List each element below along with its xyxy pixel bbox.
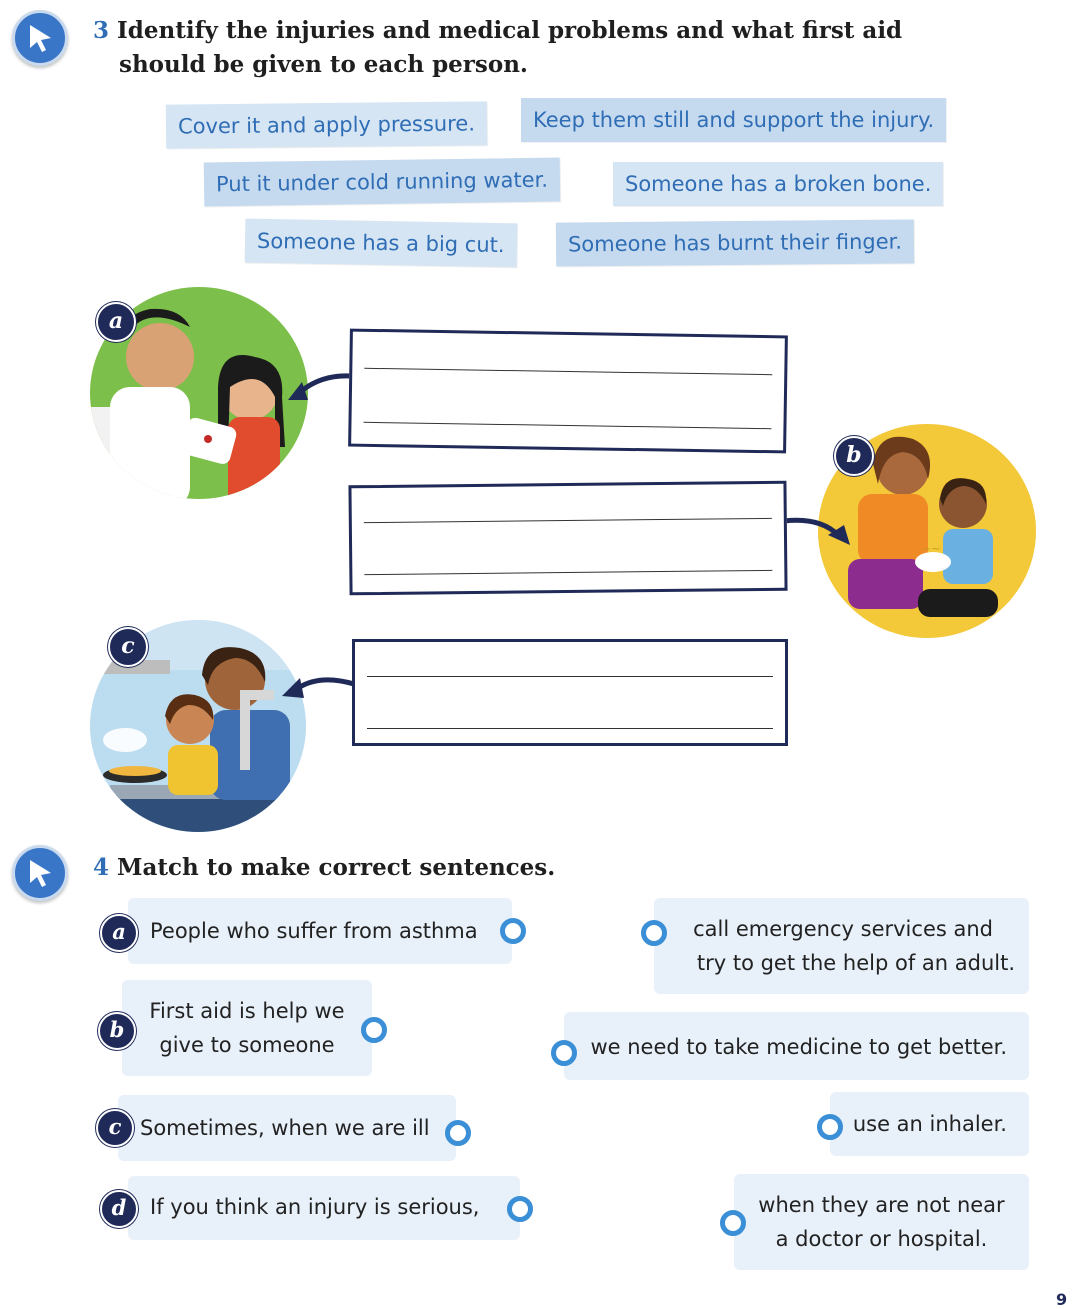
match-letter: a [100, 914, 138, 952]
question-number: 3 [93, 17, 110, 44]
match-dot[interactable] [507, 1196, 533, 1222]
match-left-d[interactable] [128, 1176, 520, 1240]
match-right-1[interactable] [654, 898, 1029, 994]
word-chip[interactable]: Someone has a big cut. [245, 219, 517, 268]
word-chip[interactable]: Someone has a broken bone. [613, 162, 943, 206]
match-dot[interactable] [361, 1017, 387, 1043]
word-chip[interactable]: Put it under cold running water. [204, 158, 561, 207]
answer-line[interactable] [367, 676, 773, 677]
question-3-line1: Identify the injuries and medical problems and what first aid [117, 17, 903, 44]
match-dot[interactable] [641, 920, 667, 946]
answer-box-b[interactable] [348, 481, 787, 596]
word-chip[interactable]: Cover it and apply pressure. [166, 101, 487, 148]
cursor-icon[interactable] [12, 10, 68, 66]
match-dot[interactable] [720, 1210, 746, 1236]
match-dot[interactable] [551, 1040, 577, 1066]
answer-line[interactable] [364, 368, 772, 375]
match-text: when they are not near [758, 1193, 1005, 1217]
match-left-c[interactable] [118, 1095, 456, 1161]
match-text: use an inhaler. [852, 1112, 1007, 1136]
svg-text:~~: ~~ [922, 542, 941, 555]
match-text: give to someone [159, 1033, 335, 1057]
match-text: First aid is help we [149, 999, 345, 1023]
match-dot[interactable] [500, 918, 526, 944]
match-dot[interactable] [817, 1114, 843, 1140]
match-letter: d [100, 1190, 138, 1228]
match-text: a doctor or hospital. [775, 1227, 988, 1251]
scene-a-label: a [96, 302, 136, 342]
match-text: call emergency services and [693, 917, 993, 941]
question-4-text: Match to make correct sentences. [117, 854, 556, 881]
match-left-a[interactable] [128, 898, 512, 964]
answer-box-a[interactable] [348, 329, 788, 454]
match-right-3[interactable] [830, 1092, 1029, 1156]
answer-line[interactable] [367, 728, 773, 729]
arrow-b-icon [780, 505, 856, 555]
match-text: we need to take medicine to get better. [590, 1035, 1007, 1059]
cursor-icon[interactable] [12, 845, 68, 901]
arrow-c-icon [276, 666, 360, 706]
match-text: Sometimes, when we are ill [140, 1116, 430, 1140]
match-text: People who suffer from asthma [150, 919, 478, 943]
match-letter: b [98, 1012, 136, 1050]
question-number: 4 [93, 854, 110, 881]
match-text: If you think an injury is serious, [150, 1195, 480, 1219]
match-text: try to get the help of an adult. [696, 951, 1015, 975]
question-3-line2: should be given to each person. [119, 51, 528, 78]
answer-box-c[interactable] [352, 639, 788, 746]
match-right-2[interactable] [564, 1012, 1029, 1080]
match-dot[interactable] [445, 1120, 471, 1146]
match-letter: c [96, 1109, 134, 1147]
word-chip[interactable]: Someone has burnt their finger. [556, 219, 914, 266]
question-3-title [93, 14, 902, 82]
answer-line[interactable] [363, 422, 771, 429]
match-left-b[interactable] [122, 980, 372, 1076]
question-4-title [93, 851, 555, 885]
match-right-4[interactable] [734, 1174, 1029, 1270]
page-number: 9 [1056, 1290, 1068, 1309]
scene-b-label: b [834, 436, 874, 476]
answer-line[interactable] [364, 570, 772, 575]
answer-line[interactable] [364, 518, 772, 523]
scene-c-label: c [108, 627, 148, 667]
word-chip[interactable]: Keep them still and support the injury. [521, 98, 946, 142]
